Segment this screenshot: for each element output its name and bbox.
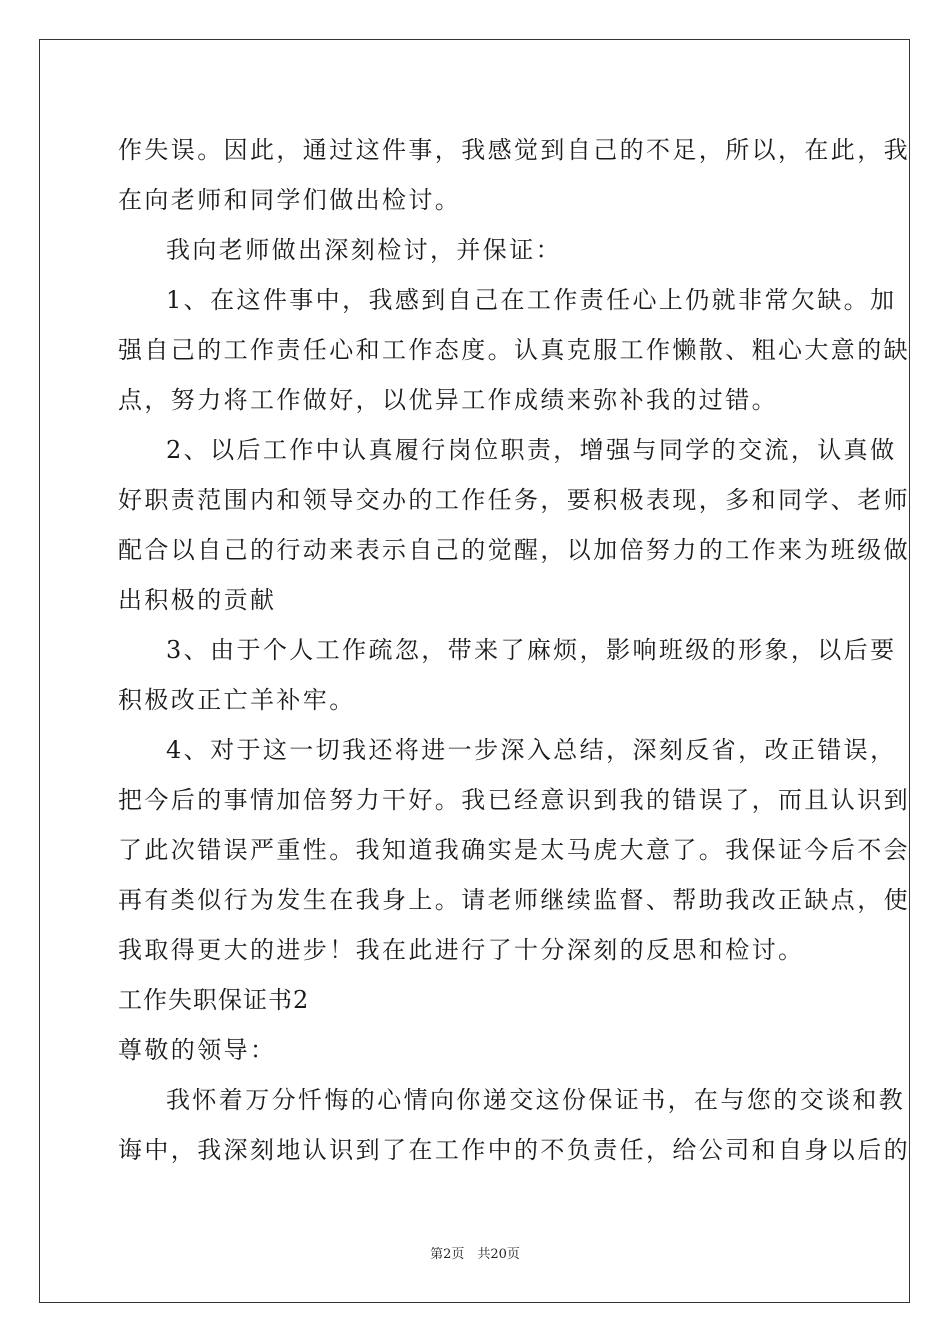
paragraph-line: 配合以自己的行动来表示自己的觉醒，以加倍努力的工作来为班级做	[118, 536, 910, 564]
salutation: 尊敬的领导：	[118, 1036, 277, 1064]
paragraph-line: 了此次错误严重性。我知道我确实是太马虎大意了。我保证今后不会	[118, 836, 910, 864]
paragraph-line: 我怀着万分忏悔的心情向你递交这份保证书，在与您的交谈和教	[166, 1086, 906, 1114]
paragraph-line: 好职责范围内和领导交办的工作任务，要积极表现，多和同学、老师	[118, 486, 910, 514]
paragraph-line: 作失误。因此，通过这件事，我感觉到自己的不足，所以，在此，我	[118, 136, 910, 164]
paragraph-line: 诲中，我深刻地认识到了在工作中的不负责任，给公司和自身以后的	[118, 1136, 910, 1164]
paragraph-line: 再有类似行为发生在我身上。请老师继续监督、帮助我改正缺点，使	[118, 886, 910, 914]
paragraph-line: 点，努力将工作做好，以优异工作成绩来弥补我的过错。	[118, 386, 778, 414]
paragraph-line: 3、由于个人工作疏忽，带来了麻烦，影响班级的形象，以后要	[166, 636, 897, 664]
paragraph-line: 强自己的工作责任心和工作态度。认真克服工作懒散、粗心大意的缺	[118, 336, 910, 364]
paragraph-line: 把今后的事情加倍努力干好。我已经意识到我的错误了，而且认识到	[118, 786, 910, 814]
paragraph-line: 2、以后工作中认真履行岗位职责，增强与同学的交流，认真做	[166, 436, 897, 464]
paragraph-line: 4、对于这一切我还将进一步深入总结，深刻反省，改正错误，	[166, 736, 897, 764]
paragraph-line: 出积极的贡献	[118, 586, 277, 614]
paragraph-line: 我向老师做出深刻检讨，并保证：	[166, 236, 562, 264]
section-heading: 工作失职保证书2	[118, 986, 310, 1014]
page-number-footer: 第2页 共20页	[430, 1247, 520, 1262]
paragraph-line: 积极改正亡羊补牢。	[118, 686, 356, 714]
paragraph-line: 1、在这件事中，我感到自己在工作责任心上仍就非常欠缺。加	[166, 286, 897, 314]
paragraph-line: 我取得更大的进步！我在此进行了十分深刻的反思和检讨。	[118, 936, 805, 964]
paragraph-line: 在向老师和同学们做出检讨。	[118, 186, 462, 214]
